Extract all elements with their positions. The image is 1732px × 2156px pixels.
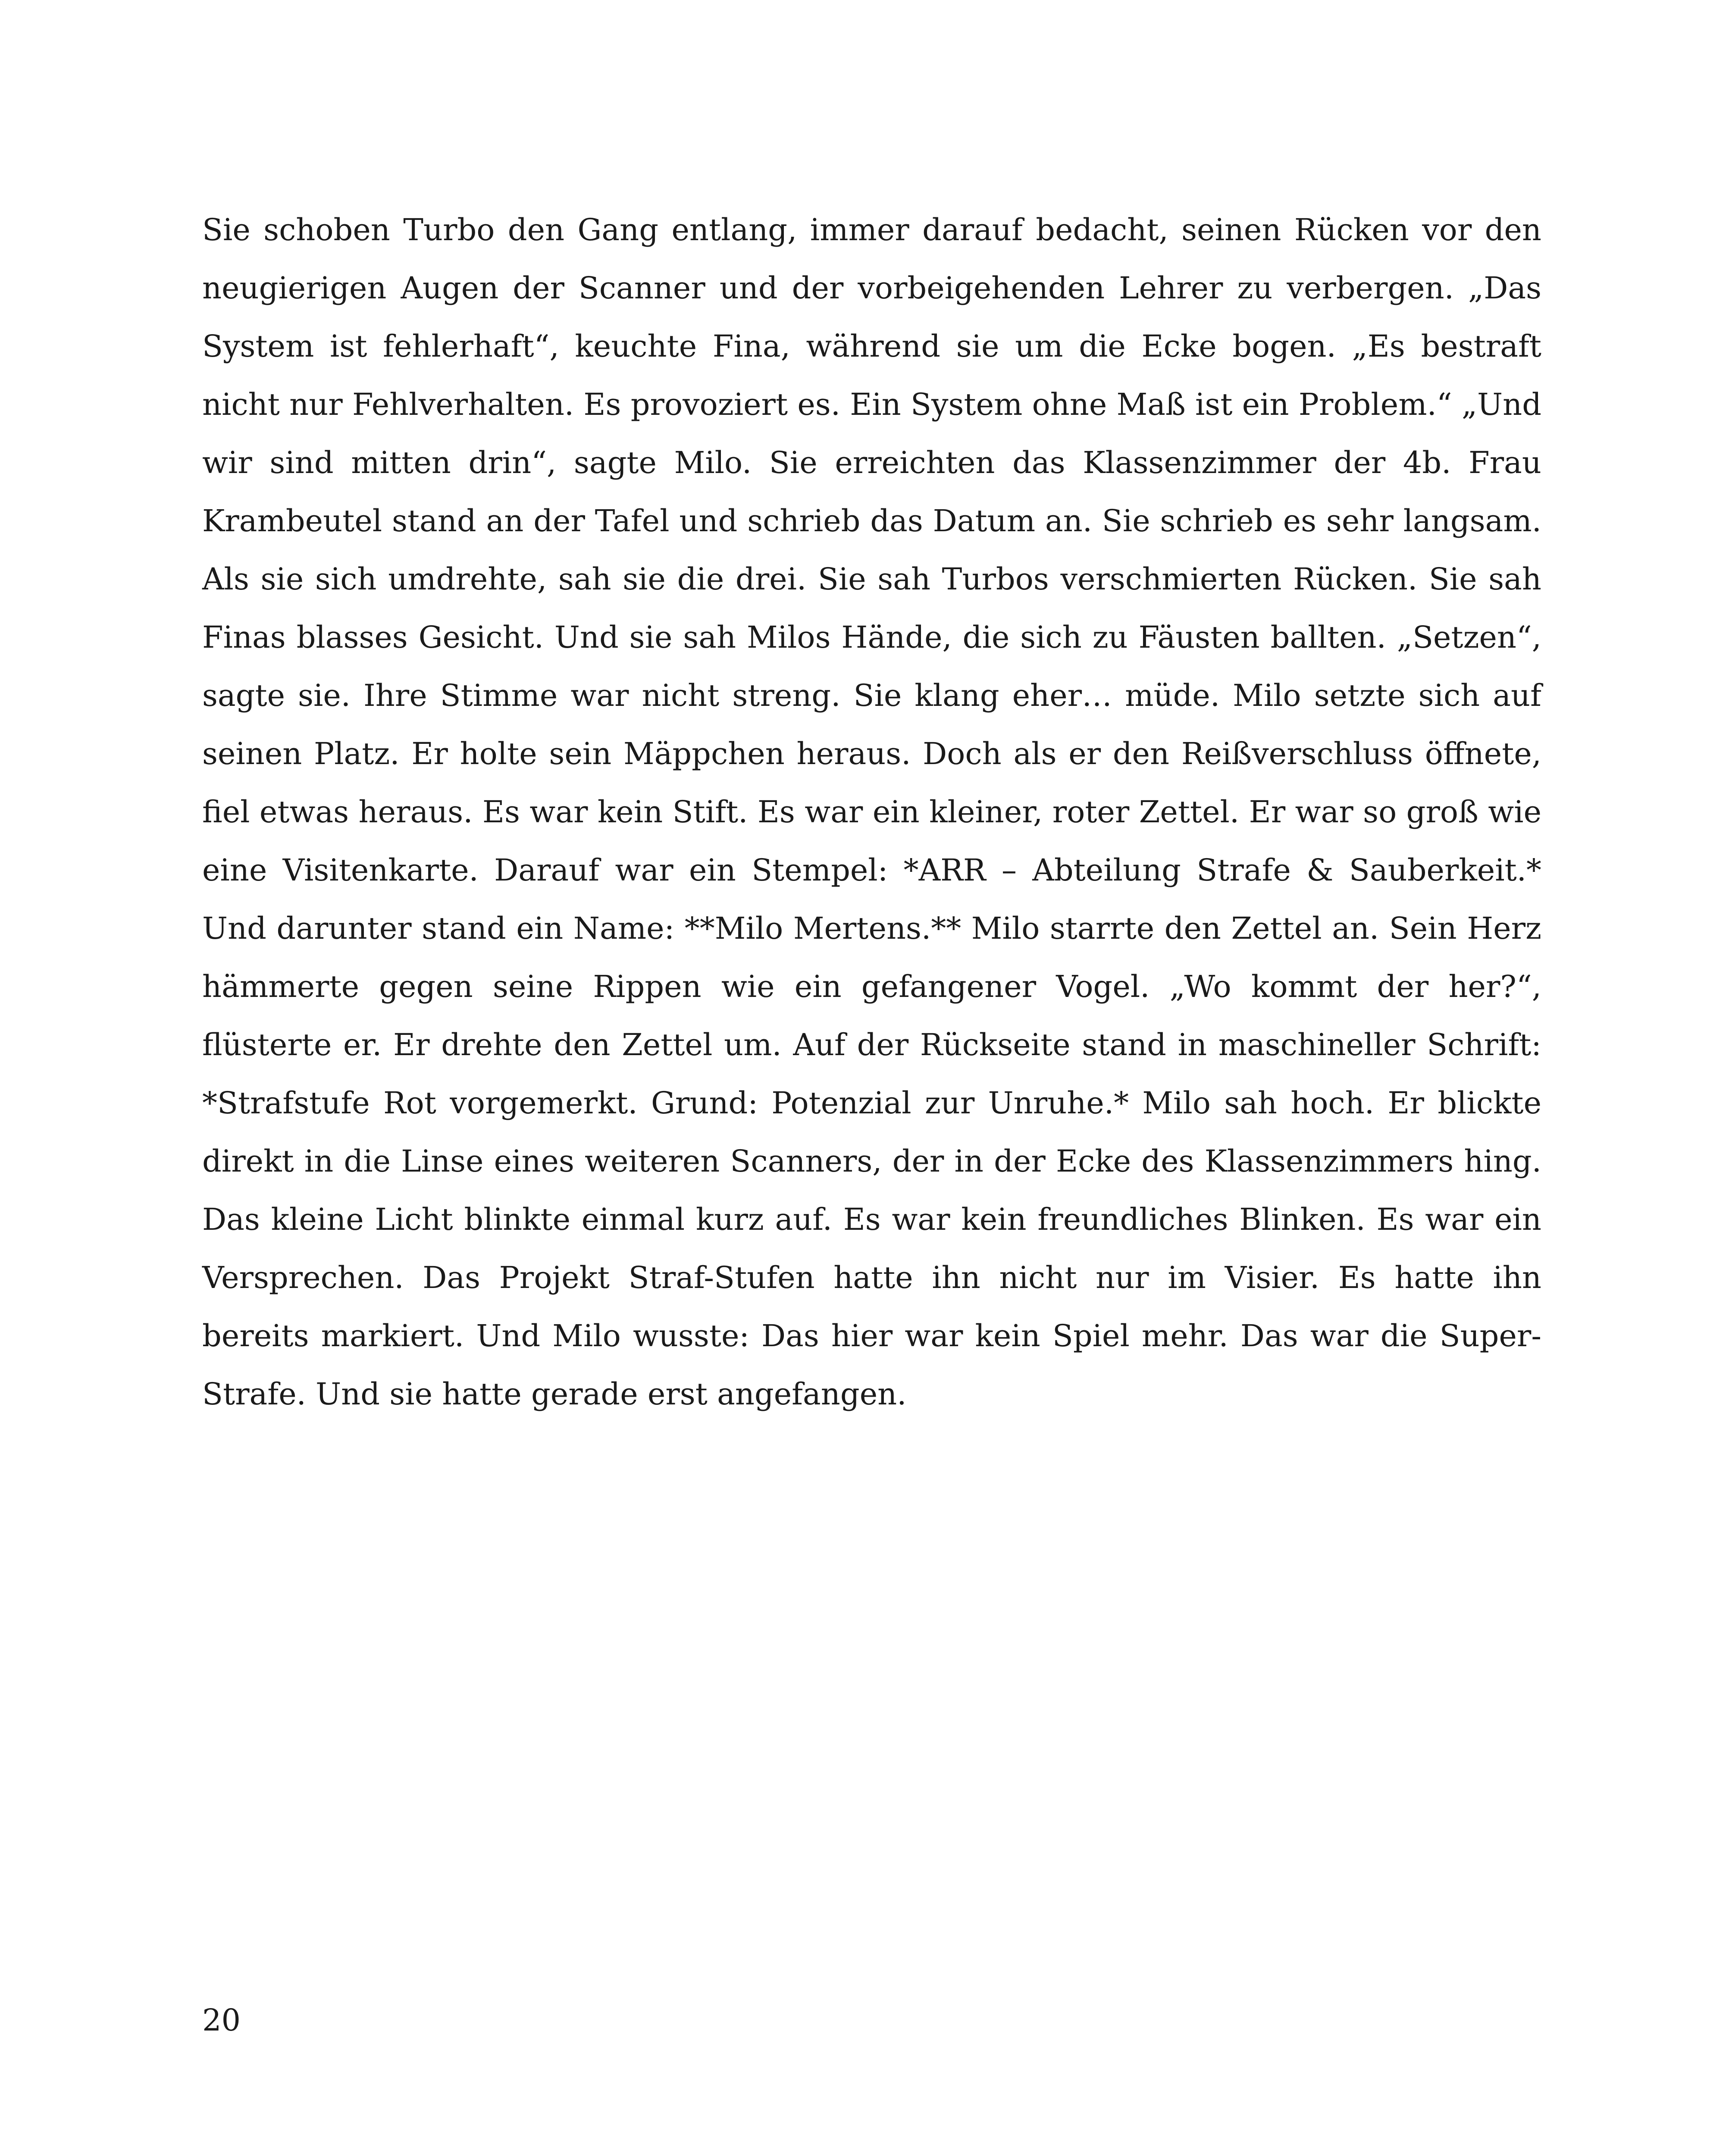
body-paragraph: Sie schoben Turbo den Gang entlang, immer darauf bedacht, seinen Rücken vor den neugierigen Augen der Scanner und der vorbeigehenden Lehrer zu verbergen. „Das System ist fehlerhaft“, keuchte Fina, während sie um die Ecke bogen. „Es bestraft nicht nur Fehlverhalten. Es provoziert es. Ein System ohne Maß ist ein Problem.“ „Und wir sind mitten drin“, sagte Milo. Sie erreichten das Klassenzimmer der 4b. Frau Krambeutel stand an der Tafel und schrieb das Datum an. Sie schrieb es sehr langsam. Als sie sich umdrehte, sah sie die drei. Sie sah Turbos verschmierten Rücken. Sie sah Finas blasses Gesicht. Und sie sah Milos Hände, die sich zu Fäusten ballten. „Setzen“, sagte sie. Ihre Stimme war nicht streng. Sie klang eher… müde. Milo setzte sich auf seinen Platz. Er holte sein Mäppchen heraus. Doch als er den Reißverschluss öffnete, fiel etwas heraus. Es war kein Stift. Es war ein kleiner, roter Zettel. Er war so groß wie eine Visitenkarte. Darauf war ein Stempel: *ARR – Abteilung Strafe & Sauberkeit.* Und darunter stand ein Name: **Milo Mertens.** Milo starrte den Zettel an. Sein Herz hämmerte gegen seine Rippen wie ein gefangener Vogel. „Wo kommt der her?“, flüsterte er. Er drehte den Zettel um. Auf der Rückseite stand in maschineller Schrift: *Strafstufe Rot vorgemerkt. Grund: Potenzial zur Unruhe.* Milo sah hoch. Er blickte direkt in die Linse eines weiteren Scanners, der in der Ecke des Klassenzimmers hing. Das kleine Licht blinkte einmal kurz auf. Es war kein freundliches Blinken. Es war ein Versprechen. Das Projekt Straf-Stufen hatte ihn nicht nur im Visier. Es hatte ihn bereits markiert. Und Milo wusste: Das hier war kein Spiel mehr. Das war die Super-Strafe. Und sie hatte gerade erst angefangen. [202, 212, 1542, 1412]
page-number: 20 [202, 2002, 241, 2038]
